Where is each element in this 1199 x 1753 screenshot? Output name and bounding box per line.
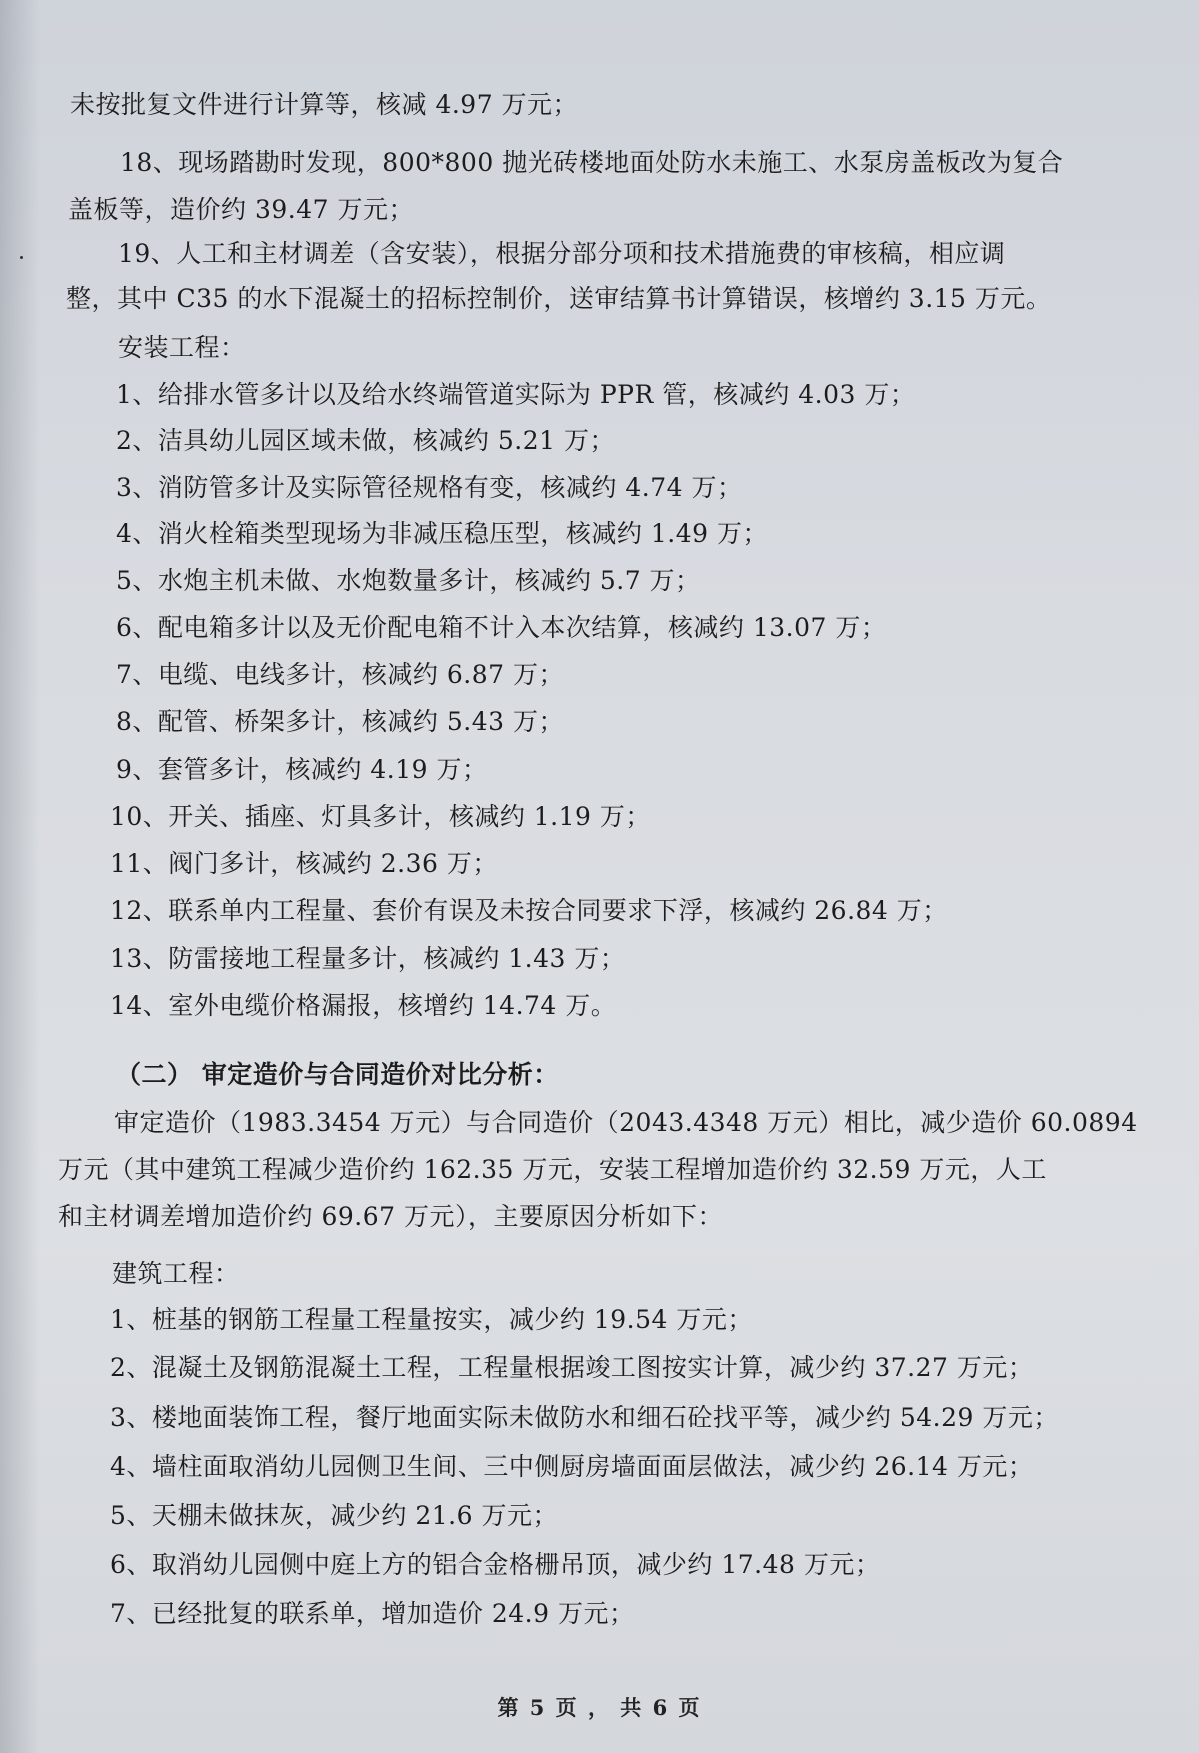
list-item: 8、配管、桥架多计，核减约 5.43 万； — [116, 707, 564, 736]
text-line: 19、人工和主材调差（含安装），根据分部分项和技术措施费的审核稿，相应调 — [118, 239, 1006, 268]
list-item: 3、楼地面装饰工程，餐厅地面实际未做防水和细石砼找平等，减少约 54.29 万元； — [110, 1403, 1059, 1432]
text-line: 整，其中 C35 的水下混凝土的招标控制价，送审结算书计算错误，核增约 3.15 万元。 — [66, 284, 1052, 313]
list-item: 14、室外电缆价格漏报，核增约 14.74 万。 — [110, 991, 617, 1020]
list-item: 7、已经批复的联系单，增加造价 24.9 万元； — [110, 1599, 635, 1628]
page-edge-shadow — [0, 0, 40, 1753]
list-item: 3、消防管多计及实际管径规格有变，核减约 4.74 万； — [116, 473, 743, 502]
page-number-footer: 第 5 页 ， 共 6 页 — [497, 1695, 702, 1720]
list-item: 1、给排水管多计以及给水终端管道实际为 PPR 管，核减约 4.03 万； — [116, 380, 916, 409]
list-item: 10、开关、插座、灯具多计，核减约 1.19 万； — [110, 802, 651, 831]
text-line: 18、现场踏勘时发现，800*800 抛光砖楼地面处防水未施工、水泵房盖板改为复合 — [120, 148, 1064, 177]
list-item: 4、消火栓箱类型现场为非减压稳压型，核减约 1.49 万； — [116, 519, 768, 548]
list-item: 13、防雷接地工程量多计，核减约 1.43 万； — [110, 944, 626, 973]
section-heading: （二） 审定造价与合同造价对比分析： — [116, 1060, 559, 1089]
list-item: 5、天棚未做抹灰，减少约 21.6 万元； — [110, 1501, 558, 1530]
list-item: 6、取消幼儿园侧中庭上方的铝合金格栅吊顶，减少约 17.48 万元； — [110, 1550, 881, 1579]
text-line: 和主材调差增加造价约 69.67 万元），主要原因分析如下： — [58, 1202, 723, 1231]
list-item: 2、洁具幼儿园区域未做，核减约 5.21 万； — [116, 426, 615, 455]
list-item: 4、墙柱面取消幼儿园侧卫生间、三中侧厨房墙面面层做法，减少约 26.14 万元； — [110, 1452, 1034, 1481]
text-line: 审定造价（1983.3454 万元）与合同造价（2043.4348 万元）相比，减少造价 60.0894 — [114, 1108, 1138, 1137]
section-label: 建筑工程： — [112, 1259, 240, 1288]
list-item: 6、配电箱多计以及无价配电箱不计入本次结算，核减约 13.07 万； — [116, 613, 887, 642]
list-item: 7、电缆、电线多计，核减约 6.87 万； — [116, 660, 564, 689]
text-line: 万元（其中建筑工程减少造价约 162.35 万元，安装工程增加造价约 32.59 万元，人工 — [58, 1155, 1047, 1184]
section-label: 安装工程： — [118, 333, 246, 362]
text-line: 盖板等，造价约 39.47 万元； — [68, 195, 414, 224]
page-speck — [20, 256, 23, 259]
list-item: 12、联系单内工程量、套价有误及未按合同要求下浮，核减约 26.84 万； — [110, 896, 948, 925]
text-line: 未按批复文件进行计算等，核减 4.97 万元； — [70, 90, 579, 119]
list-item: 11、阀门多计，核减约 2.36 万； — [110, 849, 498, 878]
list-item: 5、水炮主机未做、水炮数量多计，核减约 5.7 万； — [116, 566, 701, 595]
list-item: 9、套管多计，核减约 4.19 万； — [116, 755, 488, 784]
list-item: 2、混凝土及钢筋混凝土工程，工程量根据竣工图按实计算，减少约 37.27 万元； — [110, 1353, 1034, 1382]
list-item: 1、桩基的钢筋工程量工程量按实，减少约 19.54 万元； — [110, 1305, 753, 1334]
